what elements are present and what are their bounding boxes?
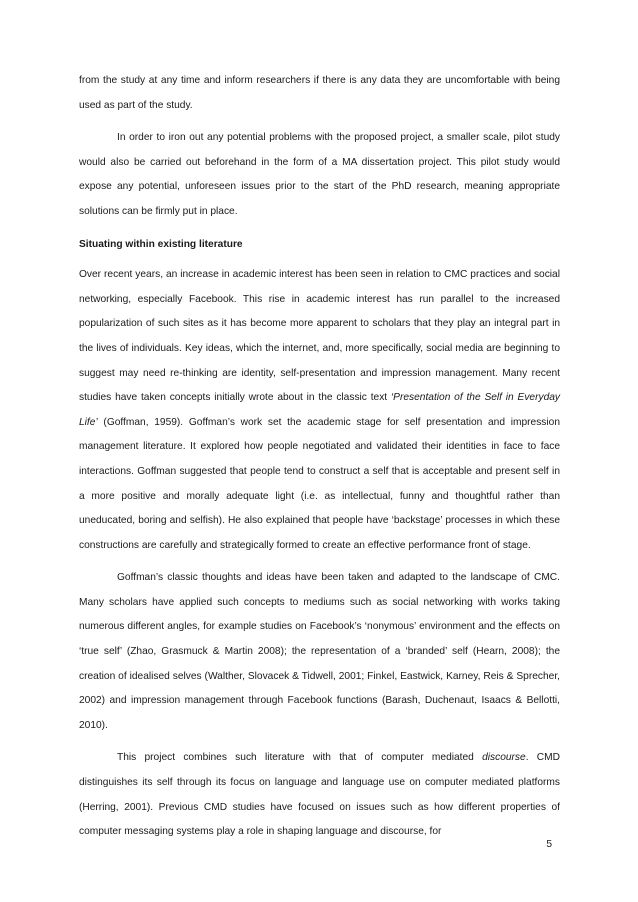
paragraph-text: Goffman’s classic thoughts and ideas have been taken and adapted to the landscape of CMC. Many scholars have applied such concepts to mediums such as social networking with works taking numerous different angles, for example studies on Facebook’s ‘nonymous’ environment and the effects on ‘true self’ (Zhao, Grasmuck & Martin 2008); the representation of a ‘branded’ self (Hearn, 2008); the creation of idealised selves (Walther, Slovacek & Tidwell, 2001; Finkel, Eastwick, Karney, Reis & Sprecher, 2002) and impression management through Facebook functions (Barash, Duchenaut, Isaacs & Bellotti, 2010). xyxy=(79,572,560,731)
page-number: 5 xyxy=(546,839,552,850)
paragraph-cmd xyxy=(79,746,560,844)
book-title: ‘Presentation of the Self in Everyday Life’ xyxy=(79,392,560,428)
paragraph-text: This project combines such literature with that of computer mediated xyxy=(117,752,483,764)
paragraph-pilot-study xyxy=(79,126,560,224)
paragraph-text: . CMD distinguishes its self through its focus on language and language use on computer mediated platforms (Herring, 2001). Previous CMD studies have focused on issues such as how different properties of computer messaging systems play a role in shaping language and discourse, for xyxy=(79,752,560,838)
paragraph-text: from the study at any time and inform researchers if there is any data they are uncomfortable with being used as part of the study. xyxy=(79,75,560,111)
emphasis-term: discourse xyxy=(482,752,526,764)
paragraph-text: (Goffman, 1959). Goffman’s work set the academic stage for self presentation and impression management literature. It explored how people negotiated and validated their identities in face to face interactions. Goffman suggested that people tend to construct a self that is acceptable and present self in a more positive and morally adequate light (i.e. as intellectual, funny and thoughtful rather than uneducated, boring and selfish). He also explained that people have ‘backstage’ processes in which these constructions are carefully and strategically formed to create an effective performance front of stage. xyxy=(79,416,560,551)
paragraph-goffman xyxy=(79,566,560,738)
paragraph-continuation xyxy=(79,69,560,118)
paragraph-text: Over recent years, an increase in academic interest has been seen in relation to CMC practices and social networking, especially Facebook. This rise in academic interest has run parallel to the increased popularization of such sites as it has become more apparent to scholars that they play an integral part in the lives of individuals. Key ideas, which the internet, and, more specifically, social media are beginning to suggest may need re-thinking are identity, self-presentation and impression management. Many recent studies have taken concepts initially wrote about in the classic text xyxy=(79,269,560,404)
paragraph-literature xyxy=(79,263,560,558)
paragraph-text: In order to iron out any potential problems with the proposed project, a smaller scale, pilot study would also be carried out beforehand in the form of a MA dissertation project. This pilot study would expose any potential, unforeseen issues prior to the start of the PhD research, meaning appropriate solutions can be firmly put in place. xyxy=(79,132,560,217)
section-heading: Situating within existing literature xyxy=(79,238,243,250)
page-content xyxy=(79,69,560,853)
